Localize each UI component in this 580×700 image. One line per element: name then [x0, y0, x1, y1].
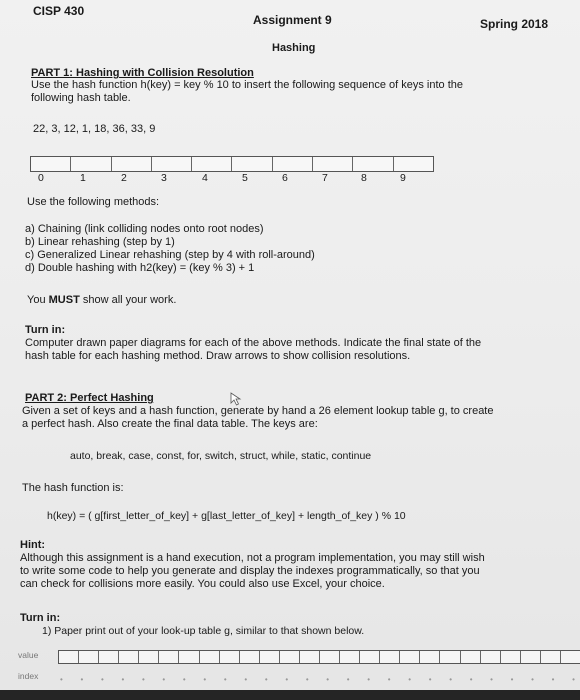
hash-table-cell — [112, 157, 152, 171]
must-show-work-pre: You — [27, 294, 49, 306]
lookup-cell — [481, 651, 501, 663]
index-mark: • — [408, 675, 412, 684]
hash-table-cell — [232, 157, 272, 171]
hash-table-index: 4 — [202, 172, 208, 184]
index-mark: • — [490, 675, 493, 684]
lookup-cell — [420, 651, 440, 663]
part1-turn-in-label: Turn in: — [25, 324, 66, 336]
index-mark: • — [141, 675, 145, 684]
course-code: CISP 430 — [33, 4, 85, 18]
hash-table-index: 3 — [161, 172, 167, 184]
lookup-cell — [200, 651, 220, 663]
part2-turn-in-label: Turn in: — [20, 612, 61, 624]
part2-intro-line2: a perfect hash. Also create the final data table. The keys are: — [22, 418, 318, 430]
index-mark: • — [510, 675, 514, 684]
methods-intro: Use the following methods: — [27, 196, 160, 208]
part1-keys: 22, 3, 12, 1, 18, 36, 33, 9 — [33, 123, 156, 135]
hash-function-label: The hash function is: — [22, 482, 124, 494]
assignment-title: Assignment 9 — [253, 13, 332, 27]
lookup-cell — [220, 651, 240, 663]
lookup-cell — [340, 651, 360, 663]
hash-table-index: 1 — [80, 172, 86, 184]
topic-title: Hashing — [272, 42, 316, 54]
lookup-cell — [561, 651, 580, 663]
hint-line1: Although this assignment is a hand execution, not a program implementation, you may still wish — [20, 552, 485, 564]
index-mark: • — [572, 675, 575, 684]
index-mark: • — [367, 675, 371, 684]
index-mark: • — [346, 675, 350, 684]
lookup-cell — [99, 651, 119, 663]
lookup-table-index-row — [60, 675, 575, 684]
part2-intro — [22, 405, 567, 431]
method-item: c) Generalized Linear rehashing (step by 4 with roll-around) — [25, 249, 315, 261]
lookup-cell — [360, 651, 380, 663]
part1-title: PART 1: Hashing with Collision Resolution — [31, 67, 254, 79]
methods-list — [25, 223, 545, 275]
hash-table-index: 6 — [282, 172, 288, 184]
part2-turn-in-item: 1) Paper print out of your look-up table g, similar to that shown below. — [42, 625, 365, 637]
index-mark: • — [551, 675, 555, 684]
hash-table-index: 7 — [322, 172, 328, 184]
hash-table-cell — [313, 157, 353, 171]
hash-table-index: 8 — [361, 172, 367, 184]
index-mark: • — [223, 675, 227, 684]
lookup-cell — [119, 651, 139, 663]
lookup-cell — [521, 651, 541, 663]
part1-intro-line2: following hash table. — [31, 92, 131, 104]
index-mark: • — [326, 675, 330, 684]
hash-table-cell — [394, 157, 433, 171]
lookup-cell — [400, 651, 420, 663]
must-show-work-post: show all your work. — [79, 294, 177, 306]
value-row-label: value — [18, 650, 39, 660]
lookup-cell — [320, 651, 340, 663]
index-mark: • — [80, 675, 84, 684]
index-mark: • — [100, 675, 104, 684]
lookup-cell — [240, 651, 260, 663]
part1-turn-in-line2: hash table for each hashing method. Draw arrows to show collision resolutions. — [25, 350, 411, 362]
index-mark: • — [285, 675, 289, 684]
part1-intro — [31, 79, 561, 105]
part2-keys: auto, break, case, const, for, switch, struct, while, static, continue — [70, 450, 372, 462]
hint-text — [20, 552, 570, 591]
index-mark: • — [469, 675, 473, 684]
index-mark: • — [428, 675, 432, 684]
index-mark: • — [305, 675, 309, 684]
index-mark: • — [264, 675, 268, 684]
part1-turn-in-line1: Computer drawn paper diagrams for each of the above methods. Indicate the final state of the — [25, 337, 482, 349]
lookup-cell — [79, 651, 99, 663]
screen-edge — [0, 690, 580, 700]
index-mark: • — [531, 675, 534, 684]
hash-table-index: 5 — [242, 172, 248, 184]
lookup-cell — [59, 651, 79, 663]
hash-table-cell — [192, 157, 232, 171]
hint-label: Hint: — [20, 539, 46, 551]
lookup-cell — [380, 651, 400, 663]
lookup-cell — [501, 651, 521, 663]
lookup-cell — [541, 651, 561, 663]
index-mark: • — [182, 675, 186, 684]
lookup-cell — [139, 651, 159, 663]
index-mark: • — [121, 675, 125, 684]
method-item: b) Linear rehashing (step by 1) — [25, 236, 175, 248]
part1-turn-in-text — [25, 337, 565, 363]
hash-table-cell — [353, 157, 393, 171]
hash-formula: h(key) = ( g[first_letter_of_key] + g[last_letter_of_key] + length_of_key ) % 10 — [47, 510, 406, 522]
hash-table-index: 2 — [121, 172, 127, 184]
hash-table-cell — [31, 157, 71, 171]
lookup-cell — [159, 651, 179, 663]
hash-table-cell — [273, 157, 313, 171]
hint-line2: to write some code to help you generate and display the indexes programmatically, so that you — [20, 565, 480, 577]
part2-intro-line1: Given a set of keys and a hash function, generate by hand a 26 element lookup table g, to create — [22, 405, 494, 417]
part2-title: PART 2: Perfect Hashing — [25, 392, 154, 404]
index-mark: • — [387, 675, 391, 684]
lookup-table-value-row — [58, 650, 580, 664]
index-mark: • — [60, 675, 63, 684]
lookup-cell — [300, 651, 320, 663]
must-emphasis: MUST — [48, 294, 80, 306]
hash-table-cell — [152, 157, 192, 171]
lookup-cell — [179, 651, 199, 663]
index-mark: • — [244, 675, 248, 684]
index-row-label: index — [18, 671, 39, 681]
lookup-cell — [440, 651, 460, 663]
lookup-cell — [280, 651, 300, 663]
method-item: a) Chaining (link colliding nodes onto root nodes) — [25, 223, 264, 235]
method-item: d) Double hashing with h2(key) = (key % 3) + 1 — [25, 262, 255, 274]
lookup-cell — [260, 651, 280, 663]
hash-table-index: 0 — [38, 172, 44, 184]
index-mark: • — [162, 675, 166, 684]
hash-table-cell — [71, 157, 111, 171]
must-show-work — [27, 294, 176, 306]
hash-table-index: 9 — [400, 172, 406, 184]
index-mark: • — [449, 675, 453, 684]
hint-line3: can check for collisions more easily. You could also use Excel, your choice. — [20, 578, 385, 590]
hash-table — [30, 156, 434, 172]
lookup-cell — [461, 651, 481, 663]
part1-intro-line1: Use the hash function h(key) = key % 10 to insert the following sequence of keys into the — [31, 79, 463, 91]
mouse-pointer-icon — [230, 392, 244, 406]
term: Spring 2018 — [480, 17, 549, 31]
index-mark: • — [203, 675, 207, 684]
